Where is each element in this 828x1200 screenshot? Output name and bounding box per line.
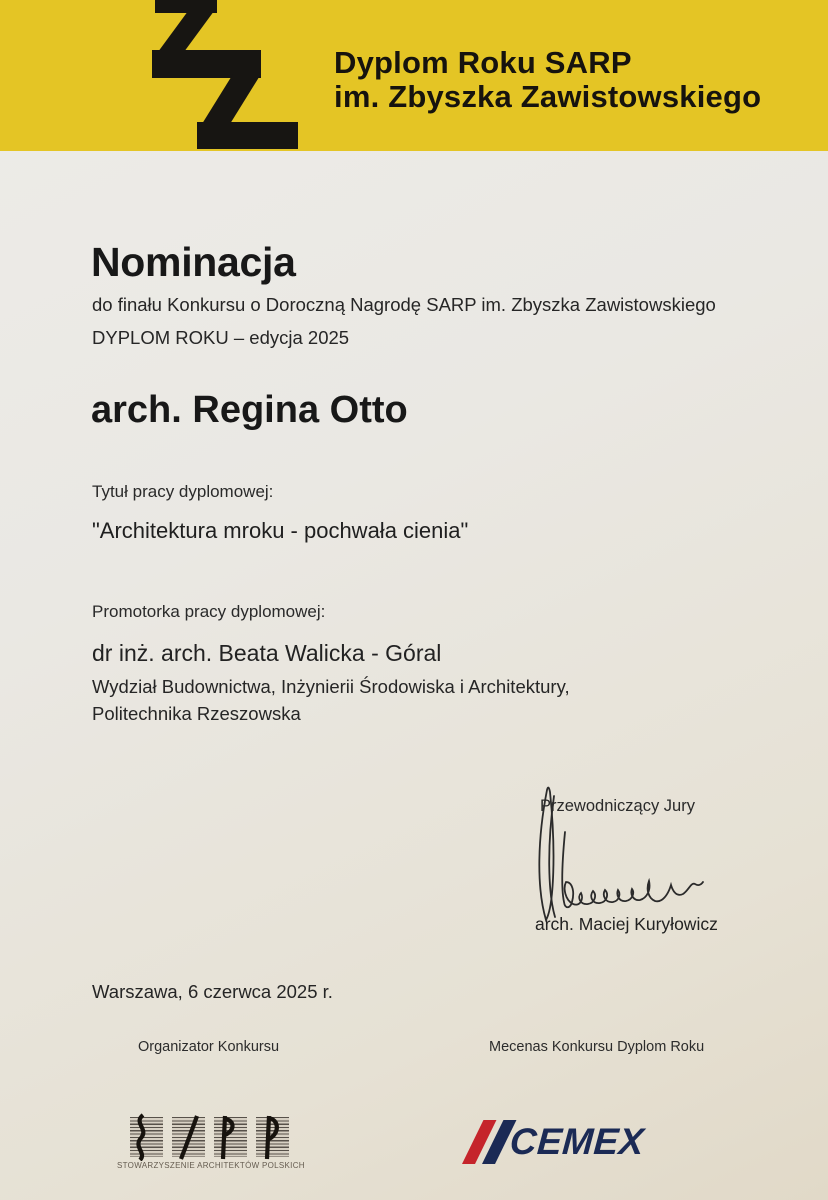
- place-and-date: Warszawa, 6 czerwca 2025 r.: [92, 981, 333, 1002]
- banner-title: [334, 46, 761, 114]
- promoter-name: dr inż. arch. Beata Walicka - Góral: [92, 640, 442, 666]
- promoter-university: Politechnika Rzeszowska: [92, 703, 301, 724]
- work-title-label: Tytuł pracy dyplomowej:: [92, 482, 274, 501]
- promoter-faculty: Wydział Budownictwa, Inżynierii Środowiska i Architektury,: [92, 676, 570, 697]
- patron-label: Mecenas Konkursu Dyplom Roku: [489, 1039, 705, 1055]
- sarp-caption: STOWARZYSZENIE ARCHITEKTÓW POLSKICH: [117, 1161, 305, 1170]
- nomination-subheading: do finału Konkursu o Doroczną Nagrodę SARP im. Zbyszka Zawistowskiego: [92, 294, 716, 315]
- sarp-letters-icon: [130, 1113, 295, 1161]
- banner-title-line1: Dyplom Roku SARP: [334, 45, 632, 80]
- header-banner: [0, 0, 828, 151]
- sarp-logo: [130, 1113, 295, 1161]
- banner-title-line2: im. Zbyszka Zawistowskiego: [334, 79, 762, 114]
- jury-chair-name: arch. Maciej Kuryłowicz: [535, 914, 718, 934]
- edition-line: DYPLOM ROKU – edycja 2025: [92, 327, 350, 348]
- cemex-logo: [455, 1119, 685, 1167]
- cemex-wordmark: CEMEX: [508, 1121, 646, 1162]
- organizer-label: Organizator Konkursu: [138, 1039, 280, 1055]
- work-title: "Architektura mroku - pochwała cienia": [92, 518, 469, 543]
- laureate-name: arch. Regina Otto: [91, 389, 408, 431]
- jury-chair-role: Przewodniczący Jury: [540, 797, 695, 815]
- nomination-heading: Nominacja: [91, 239, 296, 285]
- promoter-label: Promotorka pracy dyplomowej:: [92, 602, 326, 621]
